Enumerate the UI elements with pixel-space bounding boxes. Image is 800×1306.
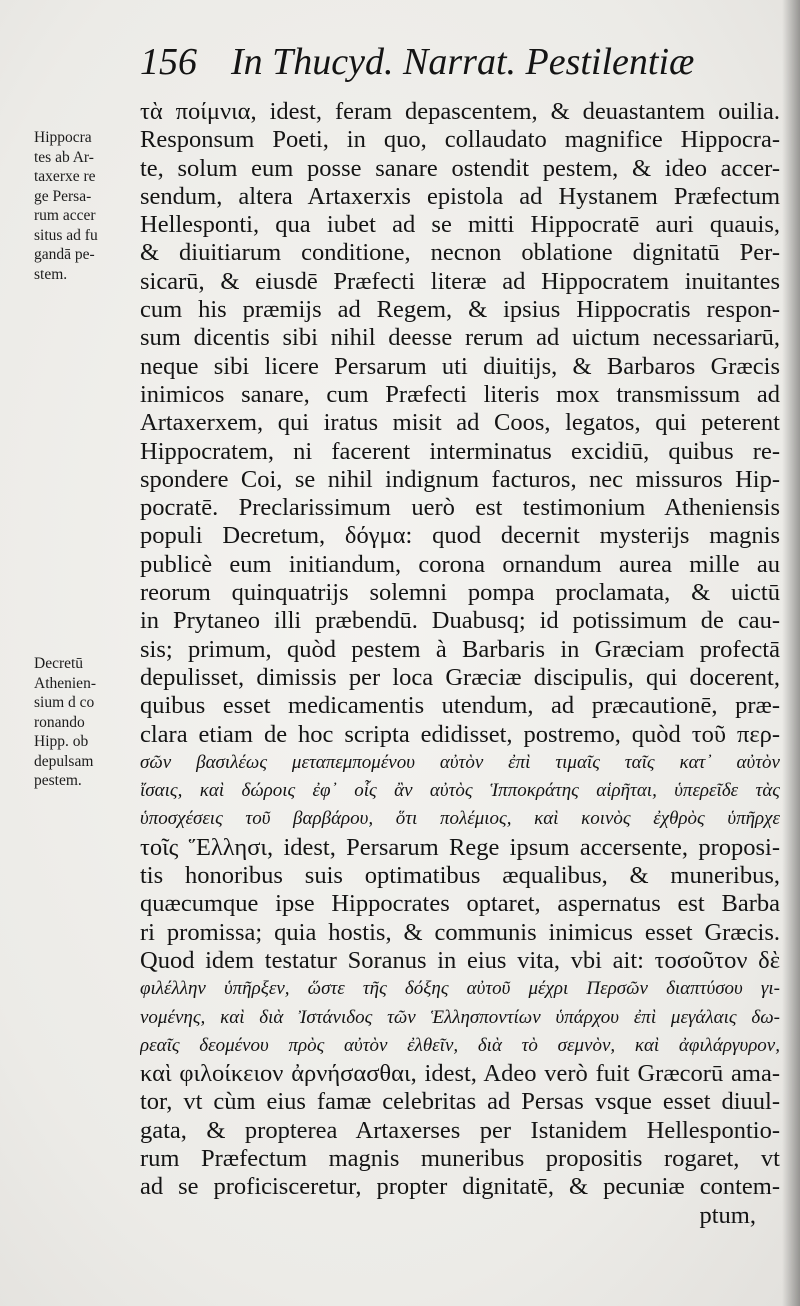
text-line: spondere Coi, se nihil indignum facturos, nec missuros Hip- xyxy=(140,465,780,493)
text-line: rum Præfectum magnis muneribus propositis rogaret, vt xyxy=(140,1144,780,1172)
margin-note-hippocrates xyxy=(34,128,134,284)
text-line: pocratē. Preclarissimum uerò est testimonium Atheniensis xyxy=(140,494,780,522)
text-line: cum his præmijs ad Regem, & ipsius Hippocratis respon- xyxy=(140,296,780,324)
text-line: inimicos sanare, cum Præfecti literis mox transmissum ad xyxy=(140,380,780,408)
margin-note-line: stem. xyxy=(34,265,68,283)
margin-note-line: Hippocra xyxy=(34,129,92,146)
margin-note-line: ronando xyxy=(34,713,85,731)
text-line: Artaxerxem, qui iratus misit ad Coos, legatos, qui peterent xyxy=(140,409,780,437)
text-line: sendum, altera Artaxerxis epistola ad Hystanem Præfectum xyxy=(140,182,780,210)
text-line: publicè eum initiandum, corona ornandum aurea mille au xyxy=(140,550,780,578)
text-line: sicarū, & eiusdē Præfecti literæ ad Hippocratem inuitantes xyxy=(140,267,780,295)
page-number: 156 xyxy=(140,41,197,83)
text-line: ὑποσχέσεις τοῦ βαρβάρου, ὅτι πολέμιος, καὶ κοινὸς ἐχθρὸς ὑπῆρχε xyxy=(140,808,780,830)
text-line: τὰ ποίμνια, idest, feram depascentem, & deuastantem ouilia. xyxy=(140,98,780,125)
text-line: quibus esset medicamentis utendum, ad præcautionē, præ- xyxy=(140,692,780,720)
margin-note-line: sium d co xyxy=(34,694,95,711)
text-line: ri promissa; quia hostis, & communis inimicus esset Græcis. xyxy=(140,918,780,946)
text-line: gata, & propterea Artaxerses per Istanidem Hellespontio- xyxy=(140,1116,780,1144)
text-line: sum dicentis sibi nihil deesse rerum ad uictum necessariarū, xyxy=(140,324,780,352)
text-line: καὶ φιλοίκειον ἀρνήσασθαι, idest, Adeo verò fuit Græcorū ama- xyxy=(140,1060,780,1088)
text-line: clara etiam de hoc scripta edidisset, postremo, quòd τοῦ περ- xyxy=(140,720,780,748)
text-line: in Prytaneo illi præbendū. Duabusq; id potissimum de cau- xyxy=(140,607,780,635)
text-line: Quod idem testatur Soranus in eius vita, vbi ait: τοσοῦτον δὲ xyxy=(140,946,780,974)
text-line: tor, vt cùm eius famæ celebritas ad Persas vsque esset diuul- xyxy=(140,1088,780,1116)
main-text-block xyxy=(140,98,780,1230)
running-title: In Thucyd. Narrat. Pestilentiæ xyxy=(231,41,695,83)
text-line: populi Decretum, δόγμα: quod decernit mysterijs magnis xyxy=(140,522,780,550)
text-line: neque sibi licere Persarum uti diuitijs, & Barbaros Græcis xyxy=(140,352,780,380)
text-line: Hellesponti, qua iubet ad se mitti Hippocratē auri quauis, xyxy=(140,211,780,239)
text-line: depulisset, dimissis per loca Græciæ discipulis, qui docerent, xyxy=(140,663,780,691)
margin-note-line: tes ab Ar- xyxy=(34,148,94,166)
text-line: σῶν βασιλέως μεταπεμπομένου αὐτὸν ἐπὶ τιμαῖς ταῖς κατ᾽ αὐτὸν xyxy=(140,751,780,773)
margin-note-line: Athenien- xyxy=(34,674,96,692)
margin-note-line: gandā pe- xyxy=(34,246,95,263)
margin-note-line: Decretū xyxy=(34,655,84,672)
text-line: ptum, xyxy=(699,1201,756,1229)
margin-note-line: situs ad fu xyxy=(34,226,98,244)
text-line: Responsum Poeti, in quo, collaudato magnifice Hippocra- xyxy=(140,126,780,154)
page-header xyxy=(140,40,740,90)
text-line: ἴσαις, καὶ δώροις ἐφ᾽ οἷς ἂν αὐτὸς Ἱπποκράτης αἱρῆται, ὑπερεῖδε τὰς xyxy=(140,780,780,802)
margin-note-line: Hipp. ob xyxy=(34,733,89,750)
text-line: ad se proficisceretur, propter dignitatē, & pecuniæ contem- xyxy=(140,1173,780,1201)
text-line: ρεαῖς δεομένου πρὸς αὐτὸν ἐλθεῖν, διὰ τὸ σεμνὸν, καὶ ἀφιλάργυρον, xyxy=(140,1034,780,1056)
text-line: τοῖς Ἕλλησι, idest, Persarum Rege ipsum accersente, proposi- xyxy=(140,833,780,861)
margin-note-decree xyxy=(34,654,134,791)
text-line: νομένης, καὶ διὰ Ἰστάνιδος τῶν Ἑλλησποντίων ὑπάρχου ἐπὶ μεγάλαις δω- xyxy=(140,1006,780,1028)
page-edge-shadow xyxy=(782,0,800,1306)
text-line: sis; primum, quòd pestem à Barbaris in Græciam profectā xyxy=(140,635,780,663)
margin-note-line: ge Persa- xyxy=(34,187,92,205)
margin-note-line: pestem. xyxy=(34,772,82,789)
text-line: te, solum eum posse sanare ostendit pestem, & ideo accer- xyxy=(140,154,780,182)
text-line: reorum quinquatrijs solemni pompa proclamata, & uictū xyxy=(140,579,780,607)
margin-note-line: rum accer xyxy=(34,207,96,224)
text-line: tis honoribus suis optimatibus æqualibus, & muneribus, xyxy=(140,862,780,890)
margin-note-line: taxerxe re xyxy=(34,168,96,185)
margin-note-line: depulsam xyxy=(34,752,94,770)
text-line: Hippocratem, ni facerent interminatus excidiū, quibus re- xyxy=(140,437,780,465)
text-line: φιλέλλην ὑπῆρξεν, ὥστε τῆς δόξης αὐτοῦ μέχρι Περσῶν διαπτύσου γι- xyxy=(140,978,780,1000)
text-line: & diuitiarum conditione, necnon oblatione dignitatū Per- xyxy=(140,239,780,267)
text-line: quæcumque ipse Hippocrates optaret, aspernatus est Barba xyxy=(140,890,780,918)
